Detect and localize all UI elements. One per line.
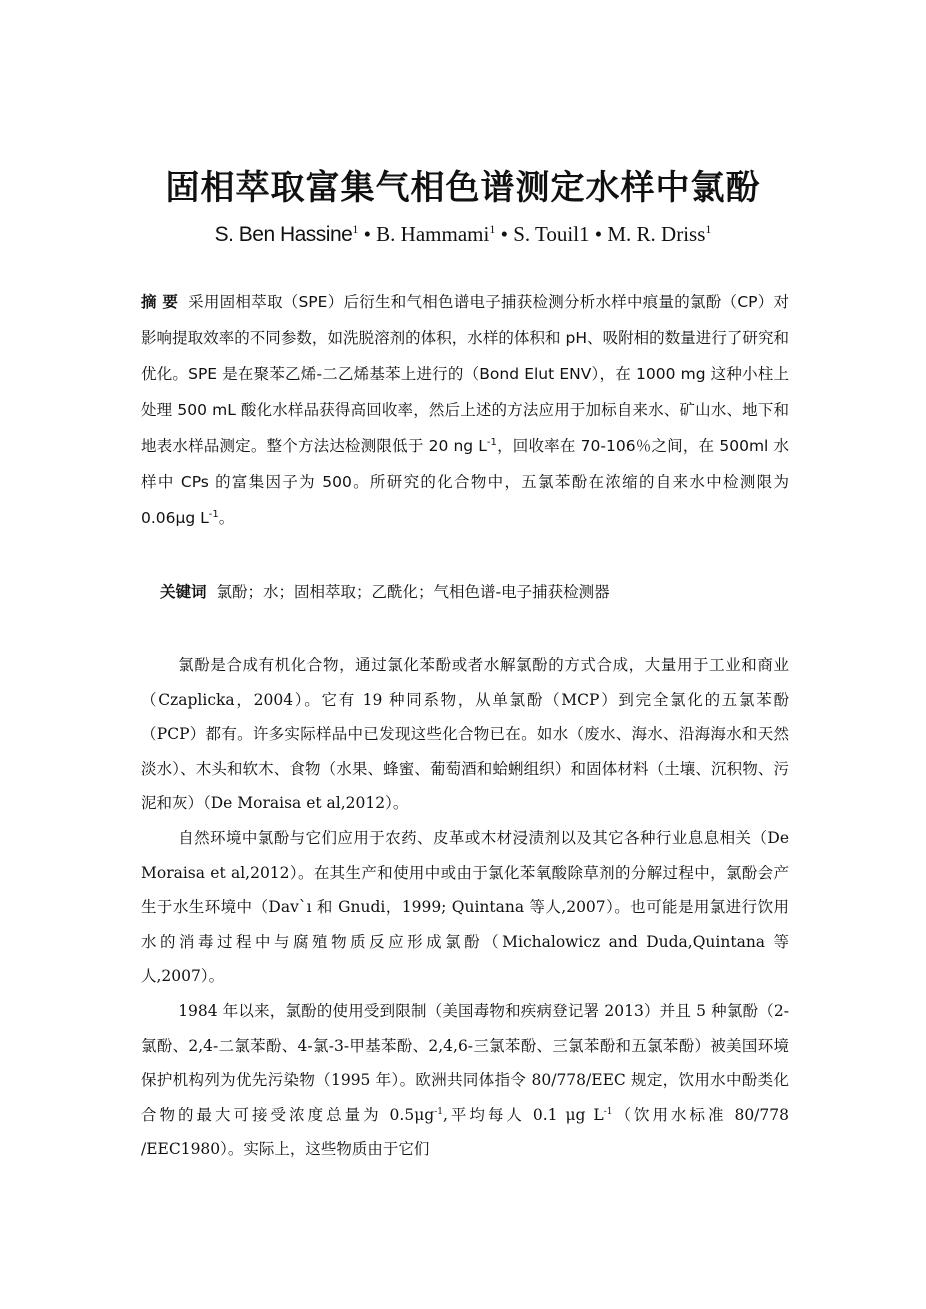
affiliation-mark: 1	[489, 222, 496, 236]
author-line	[0, 222, 926, 247]
superscript: -1	[486, 436, 497, 448]
keywords-text: 氯酚；水；固相萃取；乙酰化；气相色谱-电子捕获检测器	[216, 583, 610, 601]
paragraph-3-text: （饮用水标准 80/778 /EEC1980）。实际上，这些物质由于它们	[141, 1105, 789, 1159]
body-text	[141, 648, 789, 1167]
paper-title: 固相萃取富集气相色谱测定水样中氯酚	[165, 168, 761, 208]
author-1: S. Ben Hassine	[214, 223, 353, 246]
superscript: -1	[603, 1106, 613, 1117]
paragraph-3-text: 1984 年以来，氯酚的使用受到限制（美国毒物和疾病登记署 2013）并且 5 种氯酚（2-氯酚、2,4-二氯苯酚、4-氯-3-甲基苯酚、2,4,6-三氯苯酚、三氯苯酚和五氯苯酚）被美国环境保护机构列为优先污染物（1995 年）。欧洲共同体指令 80/778/EEC 规定，饮用水中酚类化合物的最大可接受浓度总量为 0.5μg	[141, 1001, 789, 1124]
abstract-text: 采用固相萃取（SPE）后衍生和气相色谱电子捕获检测分析水样中痕量的氯酚（CP）对影响提取效率的不同参数，如洗脱溶剂的体积，水样的体积和 pH、吸附相的数量进行了研究和优化。SPE 是在聚苯乙烯-二乙烯基苯上进行的（Bond Elut ENV），在 1000 mg 这种小柱上处理 500 mL 酸化水样品获得高回收率，然后上述的方法应用于加标自来水、矿山水、地下和地表水样品测定。整个方法达检测限低于 20 ng L	[141, 293, 789, 455]
abstract-text: 。	[218, 509, 235, 527]
abstract-label: 摘 要	[141, 293, 179, 311]
paragraph-1: 氯酚是合成有机化合物，通过氯化苯酚或者水解氯酚的方式合成，大量用于工业和商业（Czaplicka，2004）。它有 19 种同系物，从单氯酚（MCP）到完全氯化的五氯苯酚（PCP）都有。许多实际样品中已发现这些化合物已在。如水（废水、海水、沿海海水和天然淡水）、木头和软木、食物（水果、蜂蜜、葡萄酒和蛤蜊组织）和固体材料（土壤、沉积物、污泥和灰）（De Moraisa et al,2012）。	[141, 656, 789, 813]
affiliation-mark: 1	[705, 222, 712, 236]
superscript: -1	[434, 1106, 443, 1117]
affiliation-mark: 1	[352, 222, 359, 236]
abstract	[141, 284, 789, 536]
paragraph-3	[141, 994, 789, 1167]
superscript: -1	[208, 508, 219, 520]
keywords	[160, 576, 790, 608]
abstract-text: ，回收率在 70-106％之间，在 500ml 水样中 CPs 的富集因子为 500。所研究的化合物中，五氯苯酚在浓缩的自来水中检测限为 0.06μg L	[141, 437, 789, 527]
paragraph-3-text: ,平均每人 0.1 μg L	[442, 1105, 604, 1124]
author-2: • B. Hammami	[358, 222, 490, 246]
paragraph-2: 自然环境中氯酚与它们应用于农药、皮革或木材浸渍剂以及其它各种行业息息相关（De Moraisa et al,2012）。在其生产和使用中或由于氯化苯氧酸除草剂的分解过程中，氯酚会产生于水生环境中（Dav`ı 和 Gnudi，1999; Quintana 等人,2007）。也可能是用氯进行饮用水的消毒过程中与腐殖物质反应形成氯酚（Michalowicz and Duda,Quintana 等人,2007）。	[141, 828, 789, 986]
keywords-label: 关键词	[160, 583, 207, 601]
author-3-4: • S. Touil1 • M. R. Driss	[495, 222, 706, 246]
